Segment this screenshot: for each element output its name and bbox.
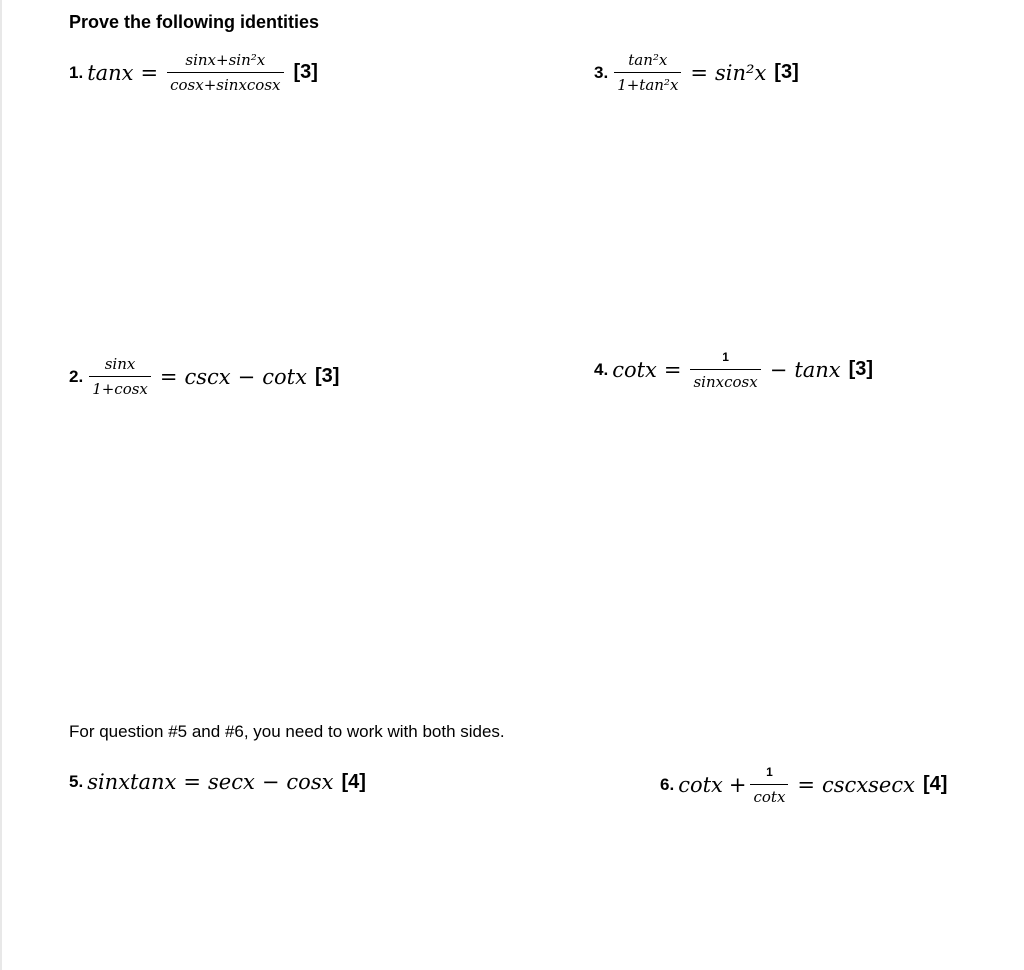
problem-5 bbox=[69, 770, 366, 794]
plus-sign: + bbox=[728, 772, 747, 797]
fraction bbox=[89, 355, 151, 398]
marks-value: [3] bbox=[774, 61, 799, 83]
rhs-term-1: cscx bbox=[184, 364, 231, 389]
fraction-denominator: 1+cosx bbox=[92, 380, 148, 398]
equals-sign: = bbox=[183, 770, 201, 794]
rhs-term-2: cosx bbox=[286, 770, 334, 794]
fraction bbox=[167, 51, 283, 94]
fraction-denominator: 1+tan²x bbox=[617, 76, 679, 94]
fraction bbox=[614, 51, 681, 94]
equals-sign: = bbox=[797, 772, 816, 797]
page-left-border bbox=[0, 0, 2, 970]
rhs-term-2: cotx bbox=[262, 364, 307, 389]
fraction-denominator: cotx bbox=[753, 788, 786, 806]
lhs-expression: tanx bbox=[87, 60, 134, 85]
problem-number: 4. bbox=[594, 359, 609, 379]
equals-sign: = bbox=[140, 60, 159, 85]
fraction bbox=[750, 763, 788, 806]
rhs-term-1: secx bbox=[208, 770, 255, 794]
equals-sign: = bbox=[663, 357, 682, 382]
fraction-denominator: sinxcosx bbox=[693, 373, 758, 391]
fraction-numerator: 1 bbox=[722, 350, 729, 364]
worksheet-heading: Prove the following identities bbox=[69, 12, 320, 32]
problem-3 bbox=[594, 51, 799, 94]
rhs-expression: cscxsecx bbox=[822, 772, 915, 797]
rhs-expression: tanx bbox=[794, 357, 841, 382]
problem-number: 3. bbox=[594, 62, 609, 82]
instruction-note: For question #5 and #6, you need to work with both sides. bbox=[69, 722, 505, 741]
minus-sign: − bbox=[261, 770, 280, 794]
fraction-numerator: sinx+sin²x bbox=[185, 51, 266, 69]
fraction bbox=[690, 348, 760, 391]
equals-sign: = bbox=[159, 364, 178, 389]
minus-sign: − bbox=[237, 364, 256, 389]
problem-number: 5. bbox=[69, 772, 84, 791]
marks-value: [4] bbox=[922, 773, 948, 795]
problem-number: 1. bbox=[69, 62, 84, 82]
marks-value: [3] bbox=[848, 358, 874, 380]
rhs-expression: sin²x bbox=[715, 60, 767, 85]
problem-4 bbox=[594, 348, 873, 391]
marks-value: [3] bbox=[314, 365, 340, 387]
problem-2 bbox=[69, 355, 339, 398]
minus-sign: − bbox=[769, 357, 788, 382]
lhs-expression: cotx bbox=[678, 772, 723, 797]
fraction-numerator: sinx bbox=[104, 355, 136, 373]
fraction-denominator: cosx+sinxcosx bbox=[170, 76, 281, 94]
equals-sign: = bbox=[690, 60, 709, 85]
problem-number: 2. bbox=[69, 366, 84, 386]
marks-value: [3] bbox=[293, 61, 318, 83]
fraction-numerator: tan²x bbox=[628, 51, 668, 69]
problem-6 bbox=[660, 763, 947, 806]
problem-1 bbox=[69, 51, 318, 94]
lhs-expression: cotx bbox=[612, 357, 657, 382]
fraction-numerator: 1 bbox=[766, 765, 773, 779]
lhs-expression: sinxtanx bbox=[87, 770, 177, 794]
problem-number: 6. bbox=[660, 774, 675, 794]
marks-value: [4] bbox=[341, 770, 366, 793]
